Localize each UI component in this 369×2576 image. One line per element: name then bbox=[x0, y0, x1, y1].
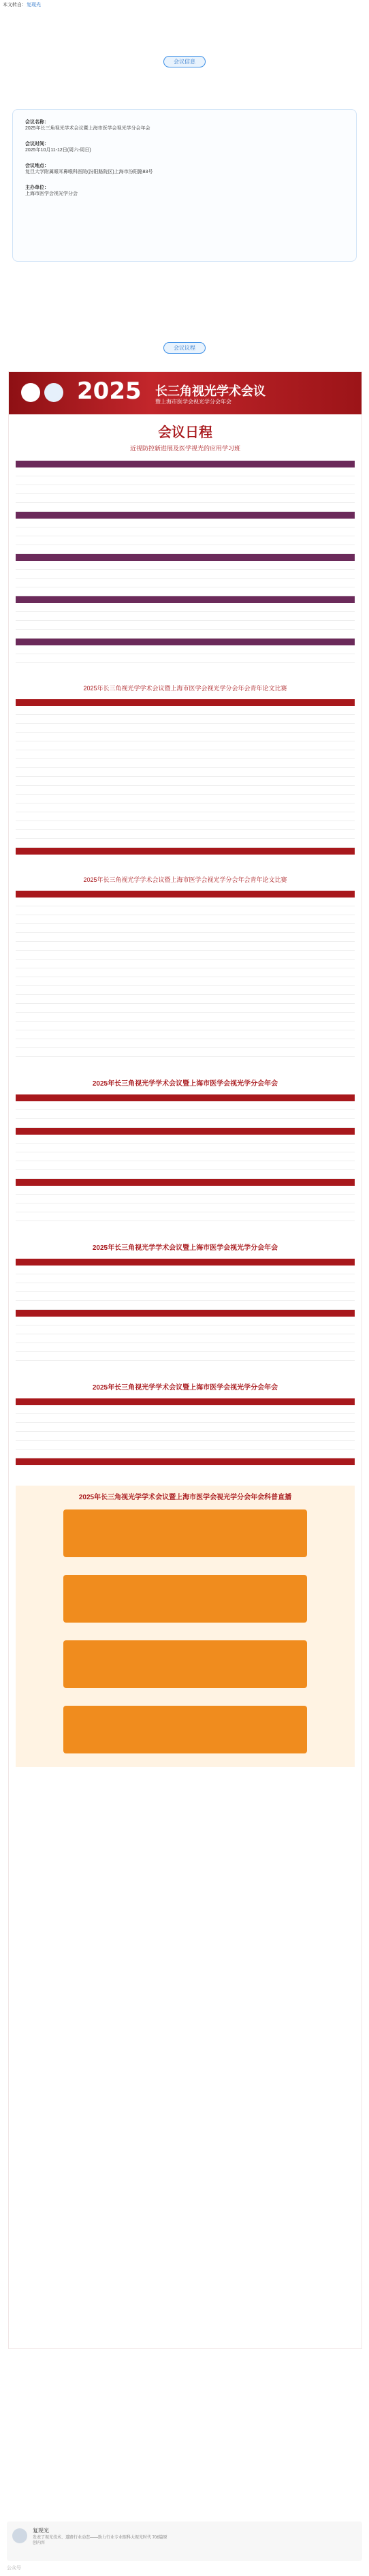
place-value: 复旦大学附属眼耳鼻喉科医院(汾阳路院区)上海市汾阳路83号 bbox=[25, 170, 153, 174]
host-value: 上海市医学会视光学分会 bbox=[25, 191, 78, 196]
name-value: 2025年长三角视光学术会议暨上海市医学会视光学分会年会 bbox=[25, 126, 150, 131]
table-row bbox=[16, 951, 355, 960]
table-row bbox=[16, 1022, 355, 1030]
time-value: 2025年10月11-12日(周六-周日) bbox=[25, 148, 91, 153]
table-row bbox=[16, 1135, 355, 1144]
table-row bbox=[16, 898, 355, 906]
table-row bbox=[16, 1013, 355, 1022]
source-name[interactable]: 复现光 bbox=[27, 3, 41, 7]
footer-label: 公众号 bbox=[7, 2566, 21, 2571]
section-header bbox=[16, 1259, 355, 1266]
table-row bbox=[16, 1301, 355, 1310]
table-row bbox=[16, 795, 355, 803]
table-row bbox=[16, 968, 355, 977]
table-row bbox=[16, 545, 355, 554]
table-row bbox=[16, 519, 355, 527]
table-row bbox=[16, 924, 355, 933]
table-row bbox=[16, 750, 355, 759]
table-row bbox=[16, 839, 355, 848]
table-row bbox=[16, 942, 355, 951]
table-row bbox=[16, 777, 355, 786]
table-row bbox=[16, 527, 355, 536]
table-row bbox=[16, 1203, 355, 1212]
table-row bbox=[16, 1432, 355, 1441]
name-label: 会议名称： bbox=[25, 120, 49, 125]
table-row bbox=[16, 733, 355, 741]
table-row bbox=[16, 995, 355, 1004]
section-header bbox=[16, 639, 355, 645]
section2-block bbox=[16, 699, 355, 855]
profile-name: 复现光 bbox=[33, 2528, 49, 2534]
section-header bbox=[16, 1179, 355, 1186]
section6-title: 2025年长三角视光学学术会议暨上海市医学会视光学分会年会 bbox=[92, 1384, 278, 1392]
table-row bbox=[16, 786, 355, 795]
program-card bbox=[63, 1706, 307, 1753]
table-row bbox=[16, 1414, 355, 1423]
section-header bbox=[16, 512, 355, 519]
table-row bbox=[16, 960, 355, 968]
avatar bbox=[12, 2528, 27, 2543]
table-row bbox=[16, 1195, 355, 1203]
section5-title: 2025年长三角视光学学术会议暨上海市医学会视光学分会年会 bbox=[92, 1244, 278, 1252]
schedule-poster bbox=[8, 371, 362, 2349]
table-row bbox=[16, 561, 355, 570]
info-tab[interactable]: 会议信息 bbox=[163, 56, 206, 67]
section-header bbox=[16, 461, 355, 467]
table-row bbox=[16, 906, 355, 915]
info-card bbox=[12, 109, 357, 262]
table-row bbox=[16, 1152, 355, 1161]
table-row bbox=[16, 1450, 355, 1458]
section3-title: 2025年长三角视光学学术会议暨上海市医学会视光学分会年会青年论文比赛 bbox=[83, 876, 287, 883]
table-row bbox=[16, 1325, 355, 1334]
table-row bbox=[16, 915, 355, 924]
schedule-tab-wrap bbox=[0, 341, 369, 354]
table-row bbox=[16, 1334, 355, 1343]
table-row bbox=[16, 503, 355, 512]
table-row bbox=[16, 1405, 355, 1414]
source-line bbox=[3, 2, 41, 8]
banner-sub: 暨上海市医学会视光学分会年会 bbox=[155, 399, 231, 405]
table-row bbox=[16, 1170, 355, 1179]
schedule-tab[interactable]: 会议议程 bbox=[163, 342, 206, 354]
section-header bbox=[16, 891, 355, 898]
table-row bbox=[16, 1048, 355, 1057]
logo-icon-2 bbox=[44, 383, 63, 402]
table-row bbox=[16, 933, 355, 942]
table-row bbox=[16, 821, 355, 830]
info-tab-wrap bbox=[0, 55, 369, 67]
section-header bbox=[16, 1094, 355, 1101]
table-row bbox=[16, 715, 355, 724]
table-row bbox=[16, 1317, 355, 1325]
section-header bbox=[16, 699, 355, 706]
host-label: 主办单位： bbox=[25, 185, 49, 190]
table-row bbox=[16, 579, 355, 587]
section7-block bbox=[16, 1486, 355, 1767]
table-row bbox=[16, 741, 355, 750]
table-row bbox=[16, 603, 355, 612]
banner-year: 2025 bbox=[77, 378, 142, 405]
program-card bbox=[63, 1575, 307, 1623]
table-row bbox=[16, 587, 355, 596]
section-header bbox=[16, 596, 355, 603]
table-row bbox=[16, 1441, 355, 1450]
profile-desc: 发表了视光技术、道路行业动态——助力行业专业眼科大视光时代 706篇原创内容 bbox=[33, 2536, 167, 2545]
table-row bbox=[16, 645, 355, 654]
table-row bbox=[16, 803, 355, 812]
table-row bbox=[16, 612, 355, 621]
table-row bbox=[16, 1161, 355, 1170]
table-row bbox=[16, 1283, 355, 1292]
table-row bbox=[16, 1004, 355, 1013]
section1-title: 近视防控新进展及医学视光的应用学习班 bbox=[129, 445, 240, 452]
table-row bbox=[16, 1030, 355, 1039]
section4-title: 2025年长三角视光学学术会议暨上海市医学会视光学分会年会 bbox=[92, 1080, 278, 1088]
table-row bbox=[16, 1343, 355, 1352]
place-label: 会议地点： bbox=[25, 164, 49, 168]
table-row bbox=[16, 1266, 355, 1274]
table-row bbox=[16, 986, 355, 995]
section3-block bbox=[16, 891, 355, 1057]
table-row bbox=[16, 1423, 355, 1432]
section-header bbox=[16, 848, 355, 855]
section4-block bbox=[16, 1094, 355, 1221]
table-row bbox=[16, 654, 355, 663]
table-row bbox=[16, 1292, 355, 1301]
table-row bbox=[16, 830, 355, 839]
section6-block bbox=[16, 1398, 355, 1465]
poster-banner bbox=[9, 372, 362, 414]
source-label: 本文转自： bbox=[3, 3, 27, 7]
table-row bbox=[16, 494, 355, 503]
section2-title: 2025年长三角视光学学术会议暨上海市医学会视光学分会年会青年论文比赛 bbox=[83, 685, 287, 692]
table-row bbox=[16, 812, 355, 821]
table-row bbox=[16, 1274, 355, 1283]
section-header bbox=[16, 1458, 355, 1465]
profile-card[interactable] bbox=[7, 2521, 362, 2561]
table-row bbox=[16, 630, 355, 639]
section-header bbox=[16, 1128, 355, 1135]
table-row bbox=[16, 977, 355, 986]
program-card bbox=[63, 1640, 307, 1688]
section1-block bbox=[16, 461, 355, 663]
table-row bbox=[16, 1186, 355, 1195]
table-row bbox=[16, 485, 355, 494]
table-row bbox=[16, 1144, 355, 1152]
table-row bbox=[16, 1212, 355, 1221]
table-row bbox=[16, 467, 355, 476]
table-row bbox=[16, 706, 355, 715]
section-header bbox=[16, 554, 355, 561]
table-row bbox=[16, 476, 355, 485]
section7-title: 2025年长三角视光学学术会议暨上海市医学会视光学分会年会科普直播 bbox=[78, 1494, 292, 1501]
banner-title: 长三角视光学术会议 bbox=[155, 384, 266, 398]
table-row bbox=[16, 759, 355, 768]
table-row bbox=[16, 621, 355, 630]
section-header bbox=[16, 1398, 355, 1405]
table-row bbox=[16, 1039, 355, 1048]
logo-icon bbox=[21, 383, 40, 402]
program-card bbox=[63, 1509, 307, 1557]
section5-block bbox=[16, 1259, 355, 1361]
table-row bbox=[16, 768, 355, 777]
table-row bbox=[16, 536, 355, 545]
table-row bbox=[16, 570, 355, 579]
table-row bbox=[16, 1101, 355, 1110]
table-row bbox=[16, 1110, 355, 1119]
table-row bbox=[16, 1119, 355, 1128]
poster-title: 会议日程 bbox=[158, 425, 212, 440]
table-row bbox=[16, 724, 355, 733]
section-header bbox=[16, 1310, 355, 1317]
table-row bbox=[16, 1352, 355, 1361]
time-label: 会议时间： bbox=[25, 142, 49, 147]
